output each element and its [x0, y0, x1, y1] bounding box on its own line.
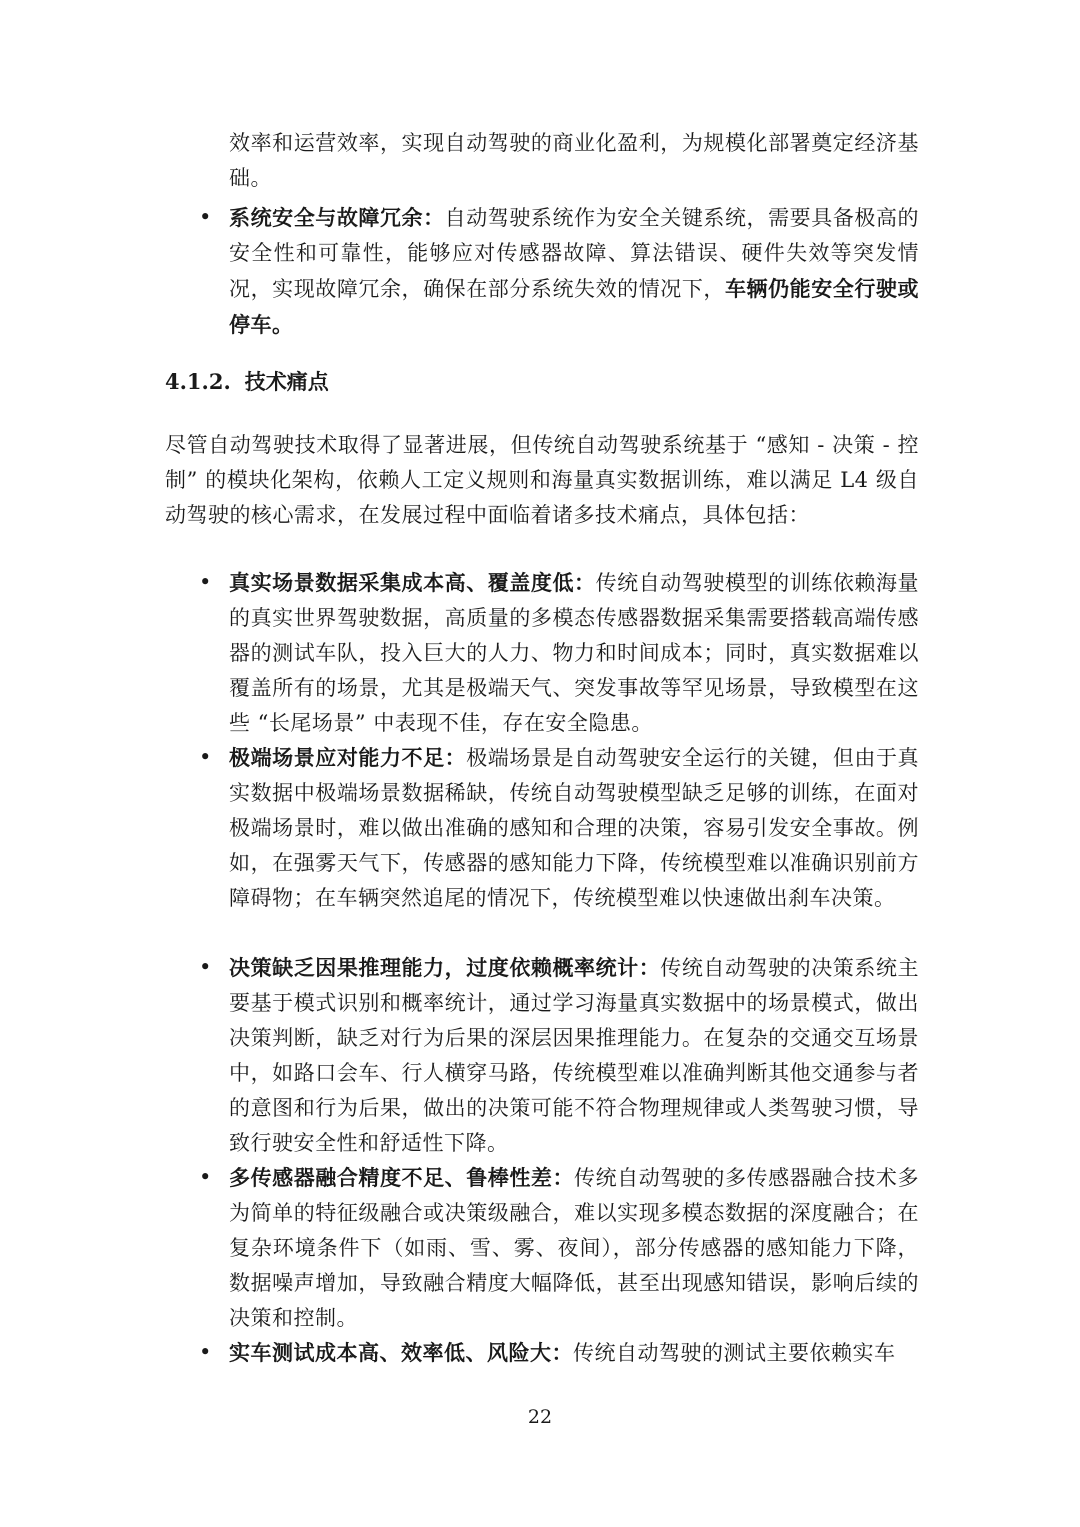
bullet-text: 传统自动驾驶的决策系统主要基于模式识别和概率统计，通过学习海量真实数据中的场景模式，做出决策判断，缺乏对行为后果的深层因果推理能力。在复杂的交通交互场景中，如路口会车、行人横穿马路，传统模型难以准确判断其他交通参与者的意图和行为后果，做出的决策可能不符合物理规律或人类驾驶习惯，导致行驶安全性和舒适性下降。	[229, 956, 920, 1155]
bullet-item-system-safety	[199, 200, 920, 343]
bullet-dot: •	[199, 1165, 212, 1189]
bullet-item-causal-reasoning	[199, 950, 920, 1161]
bullet-dot: •	[199, 955, 212, 979]
bullet-bold-ending: 车辆仍能安全行驶或停车。	[229, 276, 919, 337]
bullet-text: 极端场景是自动驾驶安全运行的关键，但由于真实数据中极端场景数据稀缺，传统自动驾驶模型缺乏足够的训练，在面对极端场景时，难以做出准确的感知和合理的决策，容易引发安全事故。例如，在强雾天气下，传感器的感知能力下降，传统模型难以准确识别前方障碍物；在车辆突然追尾的情况下，传统模型难以快速做出刹车决策。	[229, 746, 920, 910]
bullet-item-data-collection	[199, 565, 920, 741]
page-number: 22	[527, 1406, 553, 1428]
bullet-dot: •	[199, 570, 212, 594]
bullet-bold-label: 真实场景数据采集成本高、覆盖度低：	[229, 570, 596, 595]
bullet-bold-label: 极端场景应对能力不足：	[229, 745, 467, 770]
bullet-bold-label: 系统安全与故障冗余：	[229, 205, 445, 230]
bullet-item-road-testing	[199, 1335, 919, 1371]
bullet-text: 传统自动驾驶模型的训练依赖海量的真实世界驾驶数据，高质量的多模态传感器数据采集需要搭载高端传感器的测试车队，投入巨大的人力、物力和时间成本；同时，真实数据难以覆盖所有的场景，尤其是极端天气、突发事故等罕见场景，导致模型在这些 “长尾场景” 中表现不佳，存在安全隐患。	[229, 571, 920, 735]
bullet-bold-label: 多传感器融合精度不足、鲁棒性差：	[229, 1165, 575, 1190]
bullet-dot: •	[199, 745, 212, 769]
bullet-text: 传统自动驾驶的多传感器融合技术多为简单的特征级融合或决策级融合，难以实现多模态数据的深度融合；在复杂环境条件下（如雨、雪、雾、夜间），部分传感器的感知能力下降，数据噪声增加，导致融合精度大幅降低，甚至出现感知错误，影响后续的决策和控制。	[229, 1166, 919, 1330]
continuation-paragraph	[229, 126, 919, 196]
bullet-dot: •	[199, 1340, 212, 1364]
intro-paragraph	[165, 428, 919, 533]
bullet-text: 自动驾驶系统作为安全关键系统，需要具备极高的安全性和可靠性，能够应对传感器故障、算法错误、硬件失效等突发情况，实现故障冗余，确保在部分系统失效的情况下，	[229, 206, 920, 301]
intro-text: 尽管自动驾驶技术取得了显著进展，但传统自动驾驶系统基于 “感知 - 决策 - 控制” 的模块化架构，依赖人工定义规则和海量真实数据训练，难以满足 L4 级自动驾驶的核心需求，在发展过程中面临着诸多技术痛点，具体包括：	[165, 433, 919, 527]
section-title: 技术痛点	[244, 369, 329, 394]
bullet-bold-label: 决策缺乏因果推理能力，过度依赖概率统计：	[229, 955, 661, 980]
section-number: 4.1.2.	[165, 369, 231, 394]
bullet-text: 传统自动驾驶的测试主要依赖实车	[573, 1341, 896, 1365]
bullet-item-sensor-fusion	[199, 1160, 919, 1336]
bullet-dot: •	[199, 205, 212, 229]
continuation-text: 效率和运营效率，实现自动驾驶的商业化盈利，为规模化部署奠定经济基础。	[229, 131, 919, 190]
bullet-bold-label: 实车测试成本高、效率低、风险大：	[229, 1340, 573, 1365]
bullet-item-extreme-scenarios	[199, 740, 920, 916]
section-heading	[165, 364, 329, 399]
